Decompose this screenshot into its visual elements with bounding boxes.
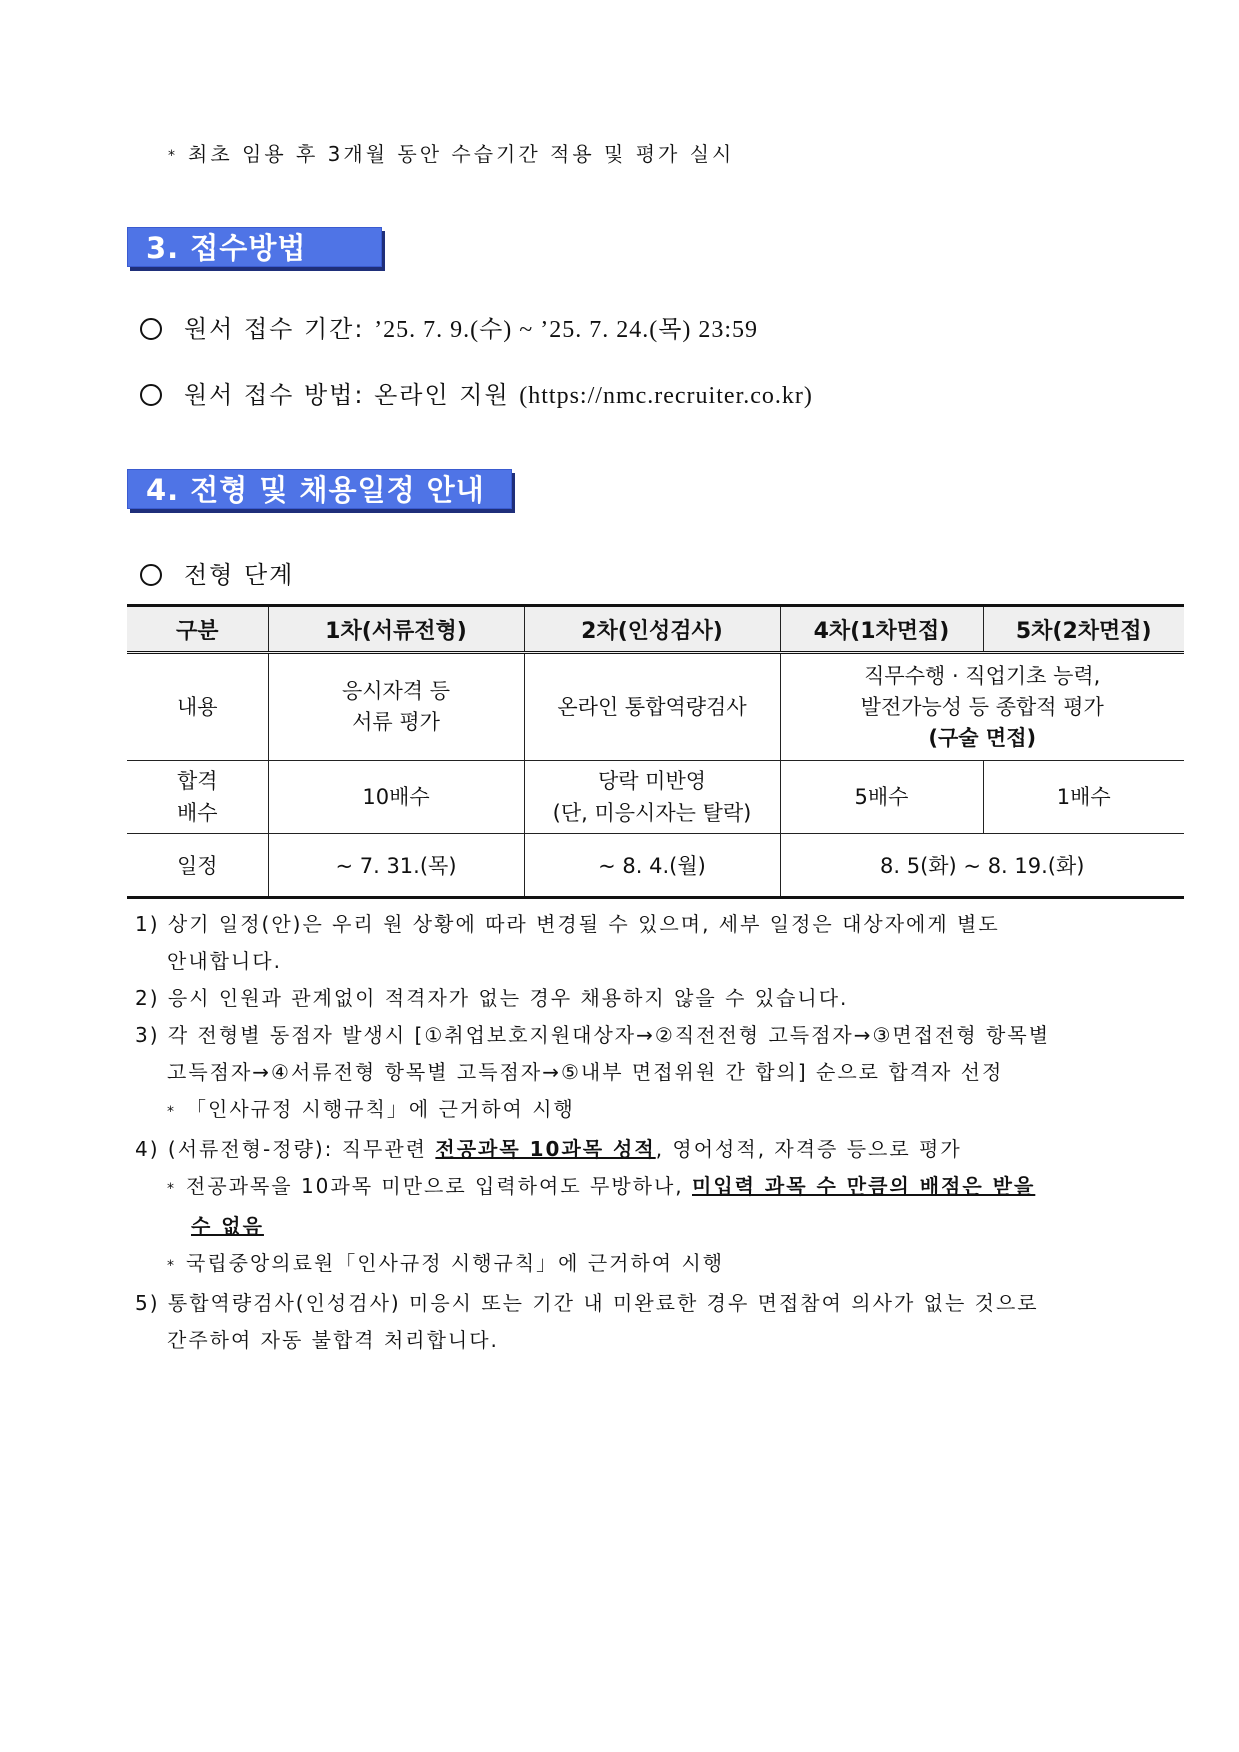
cell-multiple-4: 5배수 (780, 761, 983, 834)
top-note (168, 138, 734, 167)
cell-schedule-1: ~ 7. 31.(목) (268, 834, 524, 898)
cell-line: 직무수행 · 직업기초 능력, (864, 663, 1101, 688)
header-category: 구분 (127, 606, 268, 653)
section-4-heading (127, 469, 512, 509)
cell-line: 배수 (176, 801, 218, 825)
note-4-sub-emphasis: 미입력 과목 수 만큼의 배점은 받을 (692, 1174, 1036, 1198)
cell-multiple-5: 1배수 (983, 761, 1184, 834)
notes-list (135, 906, 1125, 1359)
application-period-value: ’25. 7. 9.(수) ~ ’25. 7. 24.(목) 23:59 (374, 317, 759, 343)
row-label-multiple (127, 761, 268, 834)
header-stage-4: 4차(1차면접) (780, 606, 983, 653)
cell-schedule-interview: 8. 5(화) ~ 8. 19.(화) (780, 834, 1184, 898)
cell-multiple-2 (524, 761, 780, 834)
cell-online-test: 온라인 통합역량검사 (524, 653, 780, 761)
note-5: 5) 통합역량검사(인성검사) 미응시 또는 기간 내 미완료한 경우 면접참여 의사가 없는 것으로 (135, 1291, 1039, 1315)
table-row-schedule (127, 834, 1184, 898)
cell-line: 합격 (176, 769, 218, 793)
table-row-content (127, 653, 1184, 761)
cell-interview-content (780, 653, 1184, 761)
note-1: 1) 상기 일정(안)은 우리 원 상황에 따라 변경될 수 있으며, 세부 일정은 대상자에게 별도 (135, 912, 1000, 936)
application-method (140, 375, 813, 410)
note-4-sub2-text: 국립중앙의료원「인사규정 시행규칙」에 근거하여 시행 (186, 1251, 725, 1275)
header-stage-1: 1차(서류전형) (268, 606, 524, 653)
selection-stages-subhead (140, 555, 294, 590)
asterisk-mark: * (167, 1258, 176, 1274)
note-5-cont: 간주하여 자동 불합격 처리합니다. (167, 1328, 499, 1352)
application-period (140, 309, 758, 344)
note-4-pre: 4) (서류전형-정량): 직무관련 (135, 1137, 436, 1161)
note-4-post: , 영어성적, 자격증 등으로 평가 (655, 1137, 962, 1161)
cell-line: 발전가능성 등 종합적 평가 (860, 694, 1104, 719)
table-row-pass-multiple (127, 761, 1184, 834)
note-3-sub (135, 1091, 1125, 1131)
cell-line: 응시자격 등 (341, 679, 451, 703)
note-4-emphasis: 전공과목 10과목 성적 (435, 1137, 656, 1161)
note-3-cont: 고득점자→④서류전형 항목별 고득점자→⑤내부 면접위원 간 합의] 순으로 합격자 선정 (167, 1060, 1004, 1084)
table-header-row (127, 606, 1184, 653)
selection-stages-title: 전형 단계 (184, 561, 295, 589)
note-4-sub-text: 전공과목을 10과목 미만으로 입력하여도 무방하나, (186, 1174, 692, 1198)
cell-multiple-1: 10배수 (268, 761, 524, 834)
cell-line: 당락 미반영 (597, 769, 707, 793)
row-label-content: 내용 (127, 653, 268, 761)
header-stage-2: 2차(인성검사) (524, 606, 780, 653)
selection-schedule-table (127, 604, 1184, 899)
cell-line: 서류 평가 (352, 710, 440, 734)
application-method-url: (https://nmc.recruiter.co.kr) (519, 383, 813, 409)
header-stage-5: 5차(2차면접) (983, 606, 1184, 653)
row-label-schedule: 일정 (127, 834, 268, 898)
top-note-text: 최초 임용 후 3개월 동안 수습기간 적용 및 평가 실시 (188, 142, 735, 166)
circle-bullet-icon (140, 564, 162, 586)
note-2: 2) 응시 인원과 관계없이 적격자가 없는 경우 채용하지 않을 수 있습니다. (135, 986, 849, 1010)
circle-bullet-icon (140, 384, 162, 406)
section-4-title: 4. 전형 및 채용일정 안내 (146, 473, 485, 507)
circle-bullet-icon (140, 318, 162, 340)
cell-schedule-2: ~ 8. 4.(월) (524, 834, 780, 898)
section-3-title: 3. 접수방법 (146, 231, 307, 265)
asterisk-mark: * (168, 147, 178, 164)
cell-line: (단, 미응시자는 탈락) (552, 801, 752, 825)
note-1-cont: 안내합니다. (167, 949, 282, 973)
asterisk-mark: * (167, 1181, 176, 1197)
note-3-sub-text: 「인사규정 시행규칙」에 근거하여 시행 (186, 1097, 575, 1121)
section-3-heading (127, 227, 382, 267)
note-4-sub-emphasis-cont: 수 없음 (191, 1214, 264, 1238)
application-period-label: 원서 접수 기간: (184, 315, 375, 343)
note-4-sub-cont (135, 1208, 1125, 1245)
application-method-label: 원서 접수 방법: 온라인 지원 (184, 381, 520, 409)
note-4-sub (135, 1168, 1125, 1208)
cell-line-bold: (구술 면접) (928, 725, 1037, 750)
cell-document-review (268, 653, 524, 761)
note-4 (135, 1131, 1125, 1168)
note-3: 3) 각 전형별 동점자 발생시 [①취업보호지원대상자→②직전전형 고득점자→③면접전형 항목별 (135, 1023, 1051, 1047)
note-4-sub2 (135, 1245, 1125, 1285)
asterisk-mark: * (167, 1104, 176, 1120)
